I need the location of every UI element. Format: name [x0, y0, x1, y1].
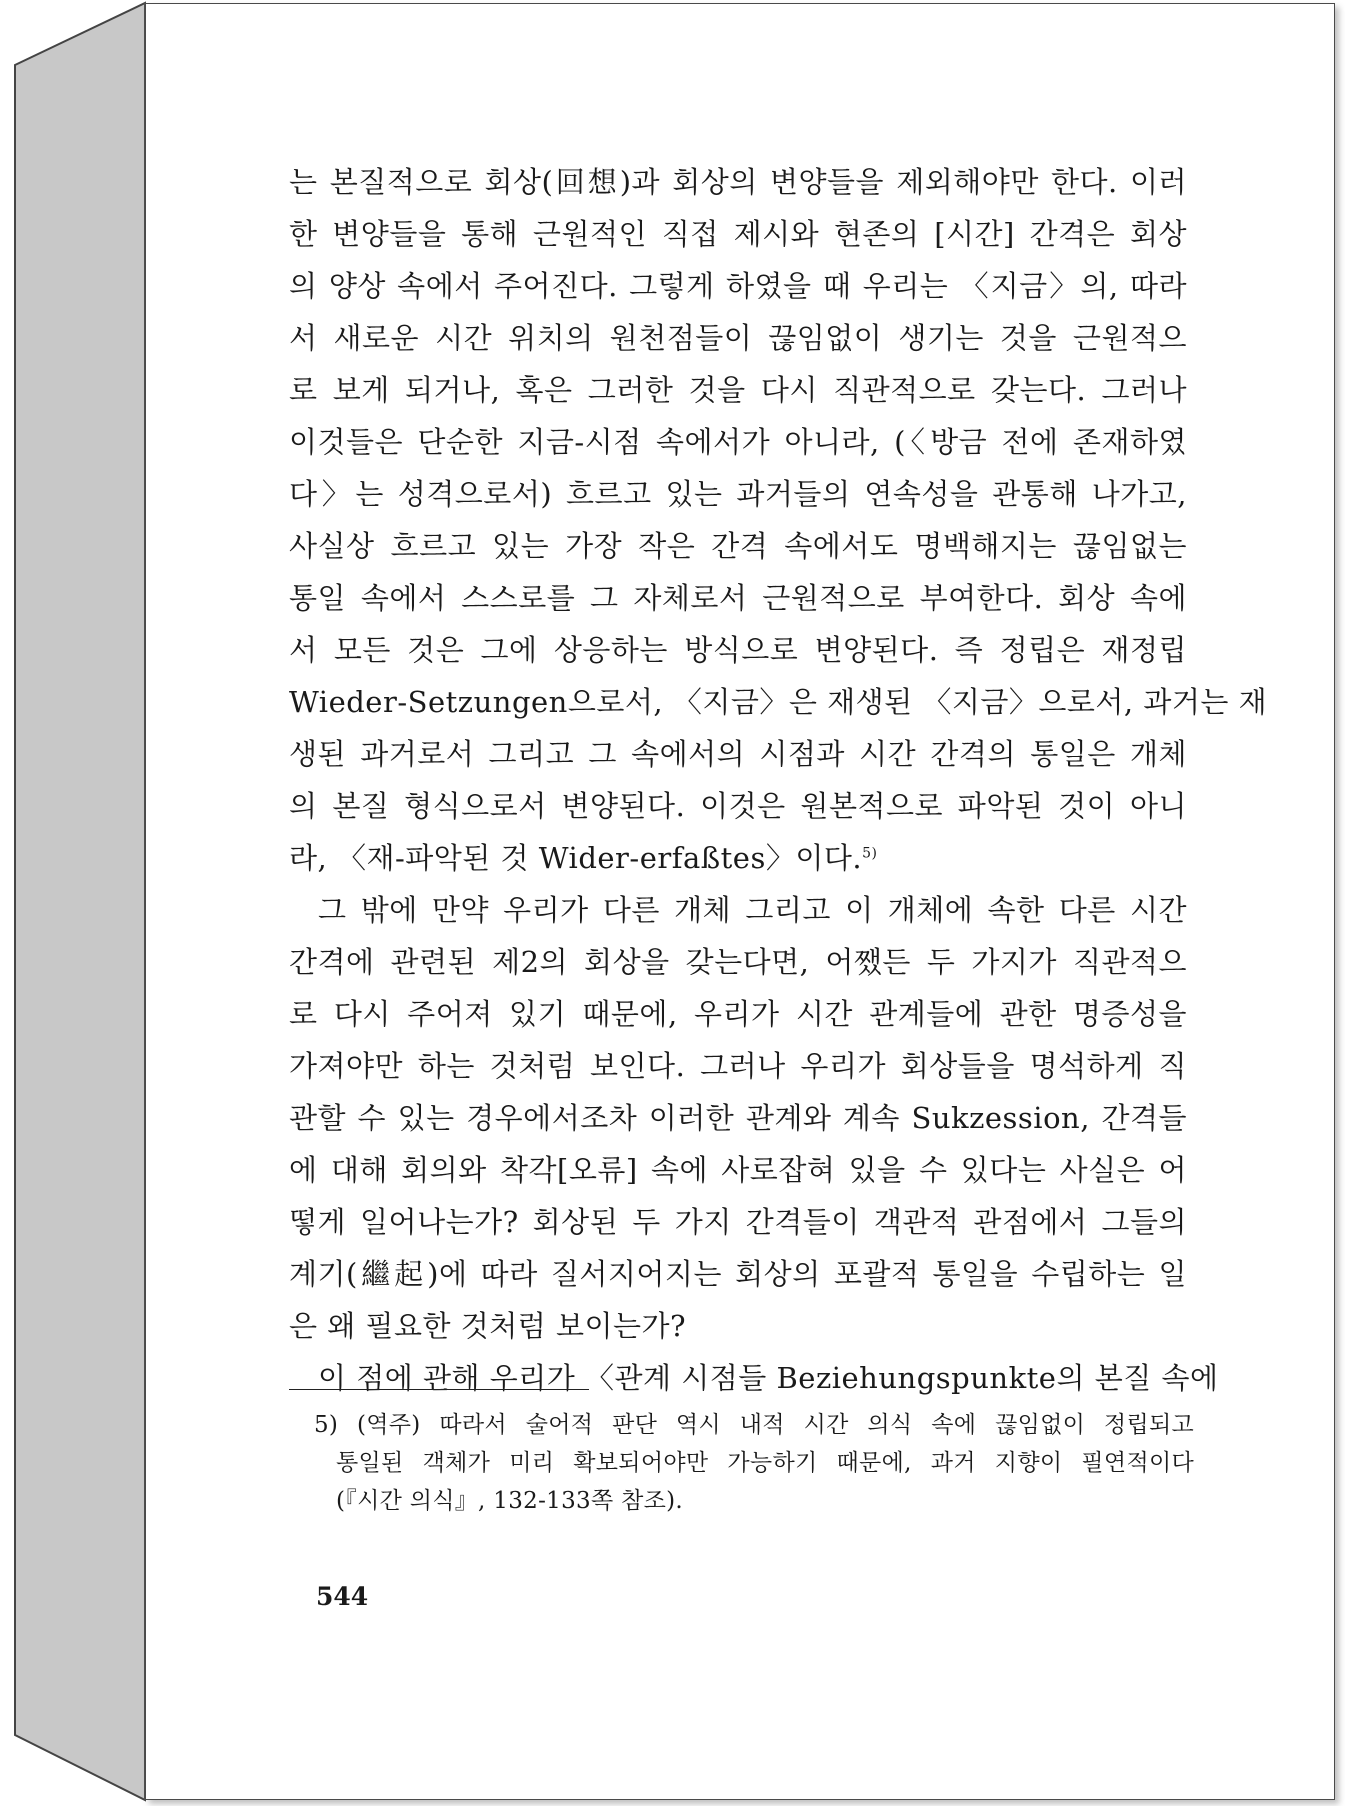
paragraph-start-line: 이 점에 관해 우리가 〈관계 시점들 Beziehungspunkte의 본질 속에: [318, 1361, 1219, 1395]
text-line: 는 본질적으로 회상(回想)과 회상의 변양들을 제외해야만 한다. 이러: [289, 165, 1187, 199]
footnote-line: 5) (역주) 따라서 술어적 판단 역시 내적 시간 의식 속에 끊임없이 정립되고: [314, 1412, 1194, 1438]
footnote-reference[interactable]: 5): [862, 845, 878, 862]
footnote-line: (『시간 의식』, 132-133쪽 참조).: [336, 1488, 683, 1514]
body-text: [289, 156, 1268, 1404]
text-line: 계기(繼起)에 따라 질서지어지는 회상의 포괄적 통일을 수립하는 일: [289, 1257, 1187, 1291]
text-line: 의 양상 속에서 주어진다. 그렇게 하였을 때 우리는 〈지금〉의, 따라: [289, 269, 1187, 303]
text-line-with-footnote: [289, 832, 1187, 884]
text-line: 떻게 일어나는가? 회상된 두 가지 간격들이 객관적 관점에서 그들의: [289, 1205, 1187, 1239]
text-line: 가져야만 하는 것처럼 보인다. 그러나 우리가 회상들을 명석하게 직: [289, 1049, 1187, 1083]
text-line: 은 왜 필요한 것처럼 보이는가?: [289, 1309, 687, 1343]
text-line: 로 다시 주어져 있기 때문에, 우리가 시간 관계들에 관한 명증성을: [289, 997, 1187, 1031]
text-line: Wieder-Setzungen으로서, 〈지금〉은 재생된 〈지금〉으로서, 과거는 재: [289, 685, 1268, 719]
text-line: 이것들은 단순한 지금-시점 속에서가 아니라, (〈방금 전에 존재하였: [289, 425, 1187, 459]
text-line: 통일 속에서 스스로를 그 자체로서 근원적으로 부여한다. 회상 속에: [289, 581, 1187, 615]
text-line: 의 본질 형식으로서 변양된다. 이것은 원본적으로 파악된 것이 아니: [289, 789, 1187, 823]
footnote: [314, 1406, 1194, 1520]
text-line: 사실상 흐르고 있는 가장 작은 간격 속에서도 명백해지는 끊임없는: [289, 529, 1187, 563]
footnote-divider: [289, 1389, 589, 1390]
text-line: 라, 〈재-파악된 것 Wider-erfaßtes〉이다.: [289, 841, 863, 875]
book-page: [145, 3, 1335, 1800]
text-line: 로 보게 되거나, 혹은 그러한 것을 다시 직관적으로 갖는다. 그러나: [289, 373, 1187, 407]
page-number: 544: [316, 1582, 369, 1611]
text-line: 관할 수 있는 경우에서조차 이러한 관계와 계속 Sukzession, 간격들: [289, 1101, 1187, 1135]
footnote-line: 통일된 객체가 미리 확보되어야만 가능하기 때문에, 과거 지향이 필연적이다: [336, 1450, 1194, 1476]
text-line: 서 모든 것은 그에 상응하는 방식으로 변양된다. 즉 정립은 재정립: [289, 633, 1187, 667]
text-line: 한 변양들을 통해 근원적인 직접 제시와 현존의 [시간] 간격은 회상: [289, 217, 1187, 251]
text-line: 다〉는 성격으로서) 흐르고 있는 과거들의 연속성을 관통해 나가고,: [289, 477, 1187, 511]
text-line: 에 대해 회의와 착각[오류] 속에 사로잡혀 있을 수 있다는 사실은 어: [289, 1153, 1187, 1187]
text-line: 생된 과거로서 그리고 그 속에서의 시점과 시간 간격의 통일은 개체: [289, 737, 1187, 771]
paragraph-start-line: 그 밖에 만약 우리가 다른 개체 그리고 이 개체에 속한 다른 시간: [318, 893, 1187, 927]
text-line: 간격에 관련된 제2의 회상을 갖는다면, 어쨌든 두 가지가 직관적으: [289, 945, 1187, 979]
text-line: 서 새로운 시간 위치의 원천점들이 끊임없이 생기는 것을 근원적으: [289, 321, 1187, 355]
